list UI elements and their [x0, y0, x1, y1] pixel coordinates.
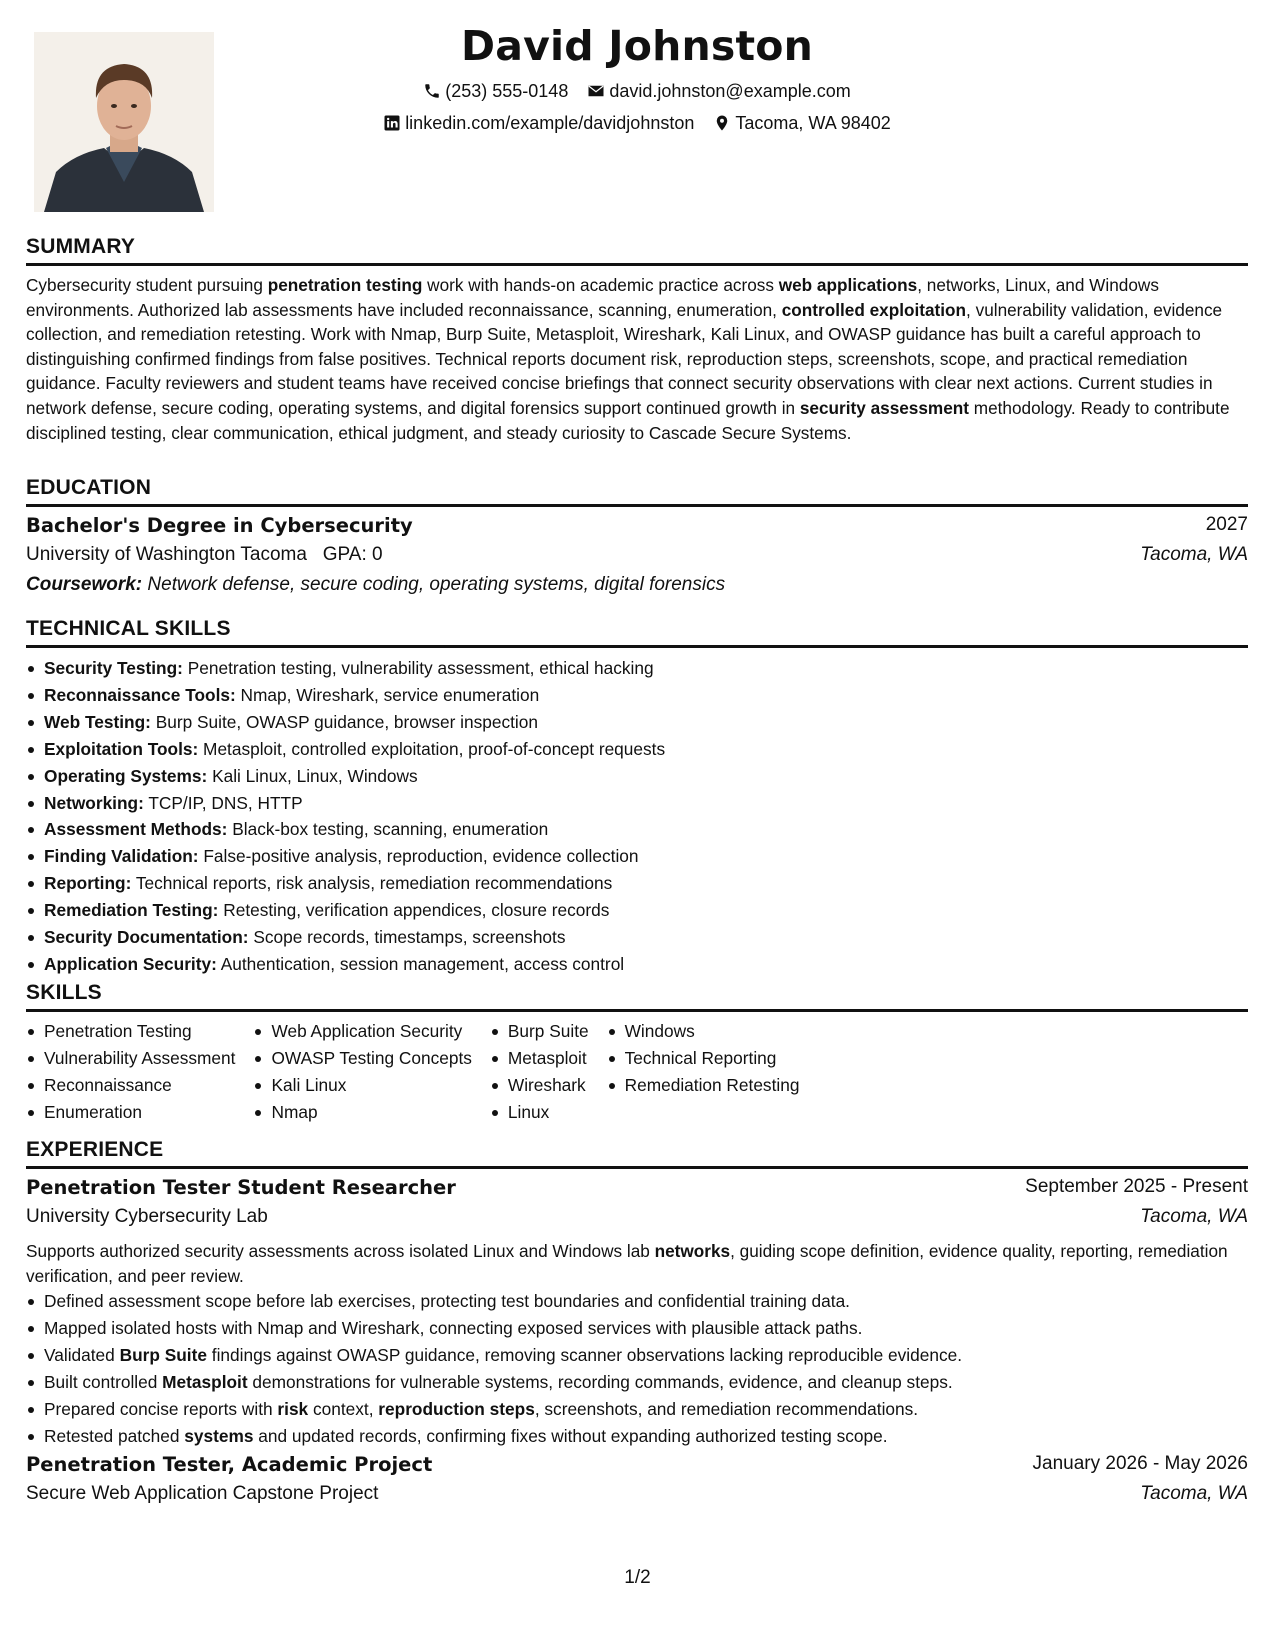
technical-skill-item — [26, 816, 1248, 843]
school-name: University of Washington Tacoma — [26, 544, 307, 565]
summary-heading: SUMMARY — [26, 235, 1248, 266]
job-title: Penetration Tester, Academic Project — [26, 1453, 433, 1476]
summary-text — [26, 273, 1248, 445]
skill-category: Remediation Testing: — [44, 900, 219, 921]
skill-item: Linux — [490, 1099, 589, 1126]
coursework-line — [26, 574, 1248, 604]
skills-column — [490, 1018, 589, 1126]
skill-item: Penetration Testing — [26, 1018, 235, 1045]
contact-row-secondary — [26, 112, 1248, 134]
school-location: Tacoma, WA — [1140, 544, 1248, 565]
text-run: findings against OWASP guidance, removing scanner observations lacking reproducible evidence. — [206, 1345, 963, 1365]
bold-term: Burp Suite — [119, 1345, 207, 1365]
job-dates: January 2026 - May 2026 — [1032, 1453, 1248, 1474]
phone-text: (253) 555-0148 — [445, 80, 569, 101]
contact-phone — [423, 81, 568, 102]
job-bullet — [26, 1288, 1248, 1315]
skill-category: Finding Validation: — [44, 846, 199, 867]
job-dates: September 2025 - Present — [1025, 1176, 1248, 1197]
skill-item: Vulnerability Assessment — [26, 1045, 235, 1072]
coursework-text: Network defense, secure coding, operating systems, digital forensics — [147, 574, 726, 595]
job-bullet — [26, 1423, 1248, 1450]
resume-page — [26, 0, 1248, 1650]
skill-item: OWASP Testing Concepts — [253, 1045, 471, 1072]
experience-entry — [26, 1176, 1248, 1450]
technical-skill-item — [26, 709, 1248, 736]
text-run: Defined assessment scope before lab exercises, protecting test boundaries and confidential training data. — [44, 1291, 850, 1312]
skill-category: Operating Systems: — [44, 765, 208, 786]
location-text: Tacoma, WA 98402 — [735, 112, 891, 133]
technical-skill-item — [26, 870, 1248, 897]
education-heading: EDUCATION — [26, 476, 1248, 507]
skill-item: Technical Reporting — [607, 1045, 800, 1072]
text-run: , vulnerability validation, evidence collection, and remediation retesting. Work with Nmap, Burp Suite, Metasploit, Wireshark, Kali Linux, and OWASP guidance has built a careful approach to distinguishing confirmed findings from false positives. Technical reports document risk, reproduction steps, screenshots, scope, and practical remediation guidance. Faculty reviewers and student teams have received concise briefings that connect security observations with clear next actions. Current studies in network defense, secure coding, operating systems, and digital forensics support continued growth in — [26, 299, 1223, 418]
skill-values: Burp Suite, OWASP guidance, browser inspection — [150, 711, 538, 732]
skill-values: Authentication, session management, access control — [216, 953, 625, 974]
phone-icon — [423, 82, 441, 100]
candidate-name: David Johnston — [460, 22, 814, 70]
skill-category: Application Security: — [44, 953, 217, 974]
technical-skill-item — [26, 843, 1248, 870]
text-run: context, — [308, 1398, 379, 1419]
text-run: demonstrations for vulnerable systems, recording commands, evidence, and cleanup steps. — [247, 1371, 953, 1392]
job-summary — [26, 1239, 1248, 1288]
text-run: work with hands-on academic practice across — [422, 275, 779, 295]
technical-skill-item — [26, 655, 1248, 682]
skill-category: Exploitation Tools: — [44, 738, 199, 759]
skills-grid — [26, 1018, 1248, 1126]
skill-category: Assessment Methods: — [44, 819, 228, 840]
technical-skills-list — [26, 655, 1248, 978]
skills-column — [253, 1018, 471, 1126]
skill-item: Windows — [607, 1018, 800, 1045]
graduation-year: 2027 — [1205, 514, 1248, 535]
bold-term: risk — [277, 1398, 309, 1419]
contact-linkedin[interactable] — [383, 113, 694, 134]
text-run: , networks, Linux, and Windows environments. Authorized lab assessments have included reconnaissance, scanning, enumeration, — [26, 275, 1159, 320]
skill-values: Penetration testing, vulnerability assessment, ethical hacking — [182, 658, 654, 678]
technical-skills-heading: TECHNICAL SKILLS — [26, 617, 1248, 648]
job-title: Penetration Tester Student Researcher — [26, 1176, 456, 1199]
technical-skill-item — [26, 682, 1248, 709]
skill-values: Scope records, timestamps, screenshots — [248, 927, 566, 948]
skill-values: False-positive analysis, reproduction, evidence collection — [198, 846, 639, 867]
skill-category: Reporting: — [44, 873, 132, 894]
skill-values: TCP/IP, DNS, HTTP — [143, 792, 303, 813]
linkedin-link[interactable]: linkedin.com/example/davidjohnston — [405, 112, 695, 133]
job-organization: University Cybersecurity Lab — [26, 1206, 268, 1227]
skill-item: Metasploit — [490, 1045, 589, 1072]
text-run: Built controlled — [44, 1371, 163, 1392]
skill-item: Reconnaissance — [26, 1072, 235, 1099]
text-run: methodology. Ready to contribute disciplined testing, clear communication, ethical judgment, and steady curiosity to Cascade Secure Systems. — [26, 397, 1230, 443]
job-organization: Secure Web Application Capstone Project — [26, 1483, 379, 1504]
bold-term: systems — [184, 1425, 254, 1446]
school-line — [26, 544, 383, 566]
email-link[interactable]: david.johnston@example.com — [609, 80, 851, 101]
technical-skill-item — [26, 790, 1248, 817]
bold-term: reproduction steps — [378, 1398, 535, 1419]
skill-category: Web Testing: — [44, 711, 151, 732]
technical-skill-item — [26, 924, 1248, 951]
text-run: and updated records, confirming fixes without expanding authorized testing scope. — [253, 1425, 888, 1446]
technical-skill-item — [26, 897, 1248, 924]
map-pin-icon — [713, 114, 731, 132]
text-run: Mapped isolated hosts with Nmap and Wireshark, connecting exposed services with plausible attack paths. — [44, 1318, 863, 1339]
bold-term: networks — [654, 1241, 731, 1261]
contact-location — [713, 113, 890, 134]
skill-item: Wireshark — [490, 1072, 589, 1099]
gpa: GPA: 0 — [322, 544, 383, 565]
text-run: , guiding scope definition, evidence quality, reporting, remediation verification, and peer review. — [26, 1241, 1228, 1286]
bold-term: web applications — [778, 275, 918, 295]
skill-item: Nmap — [253, 1099, 471, 1126]
skill-item: Burp Suite — [490, 1018, 589, 1045]
envelope-icon — [587, 82, 605, 100]
skill-values: Retesting, verification appendices, closure records — [218, 900, 610, 921]
degree-title: Bachelor's Degree in Cybersecurity — [26, 514, 413, 537]
skill-item: Enumeration — [26, 1099, 235, 1126]
skill-category: Reconnaissance Tools: — [44, 684, 236, 705]
job-bullet — [26, 1342, 1248, 1369]
contact-email[interactable] — [587, 81, 850, 102]
skill-category: Security Testing: — [44, 658, 183, 678]
skill-values: Black-box testing, scanning, enumeration — [227, 819, 549, 840]
linkedin-icon — [383, 114, 401, 132]
skill-values: Kali Linux, Linux, Windows — [207, 765, 418, 786]
skill-category: Networking: — [44, 792, 144, 813]
job-bullet — [26, 1315, 1248, 1342]
education-entry — [26, 514, 1248, 604]
bold-term: Metasploit — [162, 1371, 248, 1392]
page-number: 1/2 — [624, 1567, 651, 1588]
job-bullet — [26, 1396, 1248, 1423]
contact-row-primary — [26, 80, 1248, 102]
bold-term: security assessment — [799, 397, 969, 418]
job-bullets — [26, 1288, 1248, 1449]
skill-category: Security Documentation: — [44, 927, 249, 948]
text-run: , screenshots, and remediation recommendations. — [534, 1398, 919, 1419]
experience-heading: EXPERIENCE — [26, 1138, 1248, 1169]
skill-values: Metasploit, controlled exploitation, proof-of-concept requests — [198, 738, 666, 759]
text-run: Cybersecurity student pursuing — [26, 275, 268, 295]
skills-heading: SKILLS — [26, 981, 1248, 1012]
text-run: Retested patched — [44, 1425, 185, 1446]
experience-entry — [26, 1453, 1248, 1513]
skill-item: Remediation Retesting — [607, 1072, 800, 1099]
coursework-label: Coursework: — [26, 574, 143, 595]
skill-values: Nmap, Wireshark, service enumeration — [235, 684, 540, 705]
technical-skill-item — [26, 951, 1248, 978]
job-location: Tacoma, WA — [1140, 1483, 1248, 1504]
skill-values: Technical reports, risk analysis, remediation recommendations — [131, 873, 613, 894]
text-run: Prepared concise reports with — [44, 1398, 278, 1419]
text-run: Validated — [44, 1345, 120, 1365]
technical-skill-item — [26, 763, 1248, 790]
job-location: Tacoma, WA — [1140, 1206, 1248, 1227]
skills-column — [26, 1018, 235, 1126]
bold-term: penetration testing — [267, 275, 423, 295]
skills-column — [607, 1018, 800, 1126]
bold-term: controlled exploitation — [781, 299, 967, 320]
skill-item: Web Application Security — [253, 1018, 471, 1045]
text-run: Supports authorized security assessments across isolated Linux and Windows lab — [26, 1241, 655, 1261]
skill-item: Kali Linux — [253, 1072, 471, 1099]
technical-skill-item — [26, 736, 1248, 763]
job-bullet — [26, 1369, 1248, 1396]
